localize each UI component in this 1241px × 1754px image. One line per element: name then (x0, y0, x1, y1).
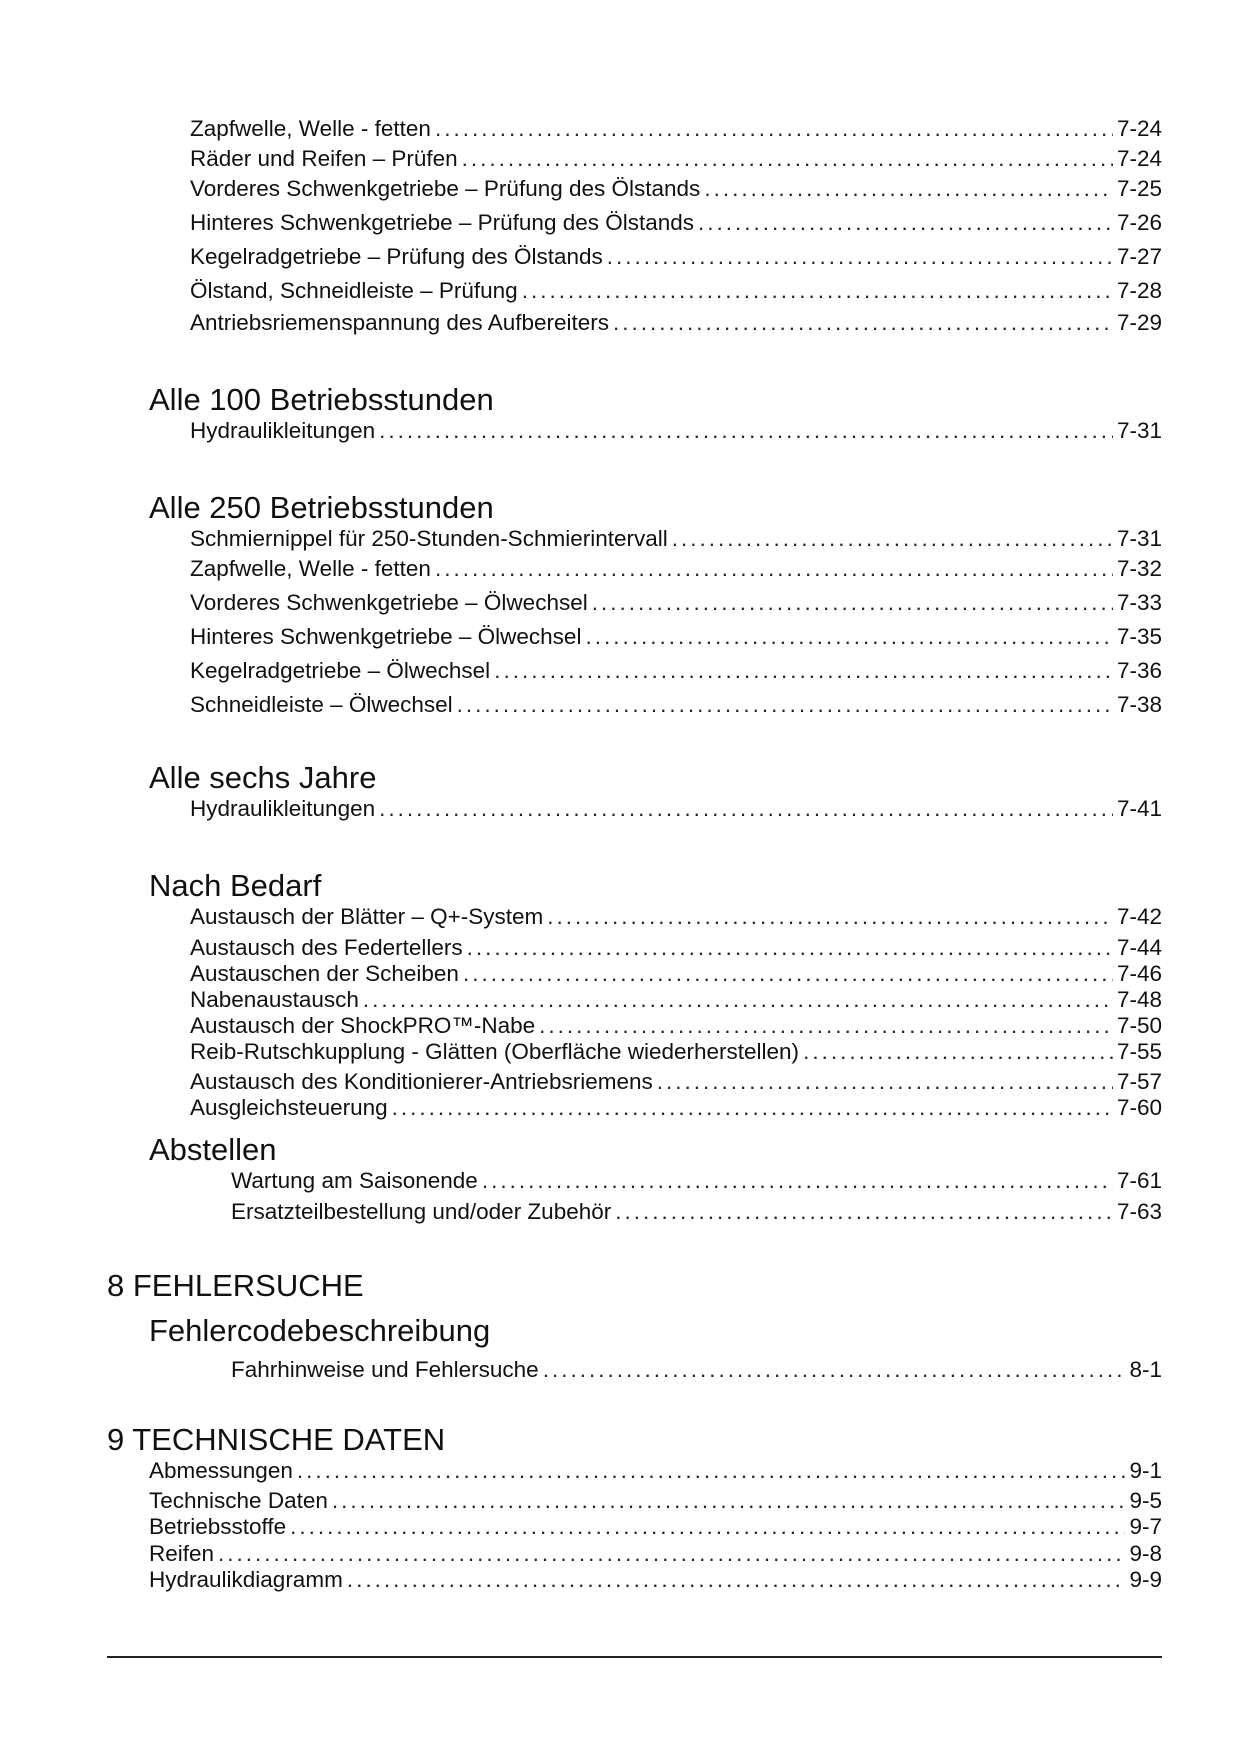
leader-dots (392, 1095, 1113, 1121)
toc-entry-title: Hydraulikdiagramm (149, 1567, 343, 1592)
leader-dots (457, 692, 1113, 718)
toc-entry[interactable] (190, 1035, 1162, 1065)
toc-entry[interactable] (190, 414, 1162, 444)
footer-rule (107, 1656, 1162, 1658)
toc-entry[interactable] (190, 620, 1162, 650)
leader-dots (494, 658, 1113, 684)
toc-entry-title: Zapfwelle, Welle - fetten (190, 116, 431, 141)
toc-entry-page: 7-29 (1116, 310, 1162, 335)
toc-entry-page: 9-1 (1129, 1458, 1162, 1483)
toc-entry[interactable] (190, 142, 1162, 172)
leader-dots (547, 904, 1113, 930)
leader-dots (672, 526, 1113, 552)
toc-entry-title: Austausch der Blätter – Q+-System (190, 904, 544, 929)
toc-entry[interactable] (190, 552, 1162, 582)
leader-dots (704, 176, 1113, 202)
toc-entry-title: Austausch des Federtellers (190, 935, 463, 960)
section-heading: Alle sechs Jahre (149, 760, 377, 795)
toc-entry[interactable] (190, 112, 1162, 142)
toc-entry-page: 7-25 (1116, 176, 1162, 201)
toc-entry-title: Schmiernippel für 250-Stunden-Schmierintervall (190, 526, 668, 551)
toc-entry[interactable] (149, 1510, 1162, 1540)
leader-dots (585, 624, 1113, 650)
toc-entry-title: Austausch der ShockPRO™-Nabe (190, 1013, 536, 1038)
toc-entry-title: Austausch des Konditionierer-Antriebsriemens (190, 1069, 653, 1094)
toc-entry-title: Räder und Reifen – Prüfen (190, 146, 458, 171)
toc-entry[interactable] (190, 1091, 1162, 1121)
leader-dots (613, 310, 1113, 336)
leader-dots (435, 116, 1113, 142)
toc-entry-title: Fahrhinweise und Fehlersuche (231, 1357, 539, 1382)
toc-entry-title: Technische Daten (149, 1488, 328, 1513)
toc-entry-title: Reib-Rutschkupplung - Glätten (Oberfläche wiederherstellen) (190, 1039, 800, 1064)
toc-entry-title: Reifen (149, 1541, 215, 1566)
toc-entry-page: 7-24 (1116, 116, 1162, 141)
toc-entry[interactable] (190, 306, 1162, 336)
toc-entry-title: Ausgleichsteuerung (190, 1095, 388, 1120)
toc-entry[interactable] (231, 1164, 1162, 1194)
leader-dots (592, 590, 1113, 616)
toc-entry[interactable] (149, 1563, 1162, 1593)
toc-entry-page: 7-35 (1116, 624, 1162, 649)
leader-dots (482, 1168, 1113, 1194)
toc-entry-page: 7-26 (1116, 210, 1162, 235)
toc-entry-page: 7-48 (1116, 987, 1162, 1012)
toc-entry-page: 9-7 (1129, 1514, 1162, 1539)
leader-dots (543, 1357, 1126, 1383)
toc-entry-title: Hydraulikleitungen (190, 796, 376, 821)
toc-entry-page: 7-50 (1116, 1013, 1162, 1038)
toc-entry[interactable] (190, 792, 1162, 822)
leader-dots (379, 418, 1113, 444)
leader-dots (698, 210, 1113, 236)
toc-entry[interactable] (231, 1195, 1162, 1225)
toc-entry[interactable] (190, 172, 1162, 202)
toc-entry-page: 7-28 (1116, 278, 1162, 303)
toc-entry-title: Hydraulikleitungen (190, 418, 376, 443)
toc-entry[interactable] (190, 900, 1162, 930)
toc-entry-title: Betriebsstoffe (149, 1514, 287, 1539)
toc-entry-page: 7-41 (1116, 796, 1162, 821)
section-heading: Abstellen (149, 1132, 277, 1167)
section-heading: Nach Bedarf (149, 868, 322, 903)
toc-entry-page: 7-38 (1116, 692, 1162, 717)
toc-entry[interactable] (190, 586, 1162, 616)
toc-entry-title: Zapfwelle, Welle - fetten (190, 556, 431, 581)
leader-dots (607, 244, 1113, 270)
section-heading: Fehlercodebeschreibung (149, 1313, 491, 1348)
leader-dots (379, 796, 1113, 822)
toc-entry-page: 8-1 (1129, 1357, 1162, 1382)
toc-entry[interactable] (231, 1353, 1162, 1383)
toc-entry-page: 9-9 (1129, 1567, 1162, 1592)
toc-entry-title: Nabenaustausch (190, 987, 359, 1012)
toc-entry-page: 7-60 (1116, 1095, 1162, 1120)
toc-entry-page: 7-36 (1116, 658, 1162, 683)
toc-entry-page: 7-27 (1116, 244, 1162, 269)
toc-entry[interactable] (190, 274, 1162, 304)
leader-dots (522, 278, 1113, 304)
leader-dots (435, 556, 1113, 582)
toc-entry-page: 9-5 (1129, 1488, 1162, 1513)
toc-entry-title: Hinteres Schwenkgetriebe – Prüfung des Ölstands (190, 210, 695, 235)
toc-entry-page: 7-46 (1116, 961, 1162, 986)
toc-entry-page: 7-63 (1116, 1199, 1162, 1224)
leader-dots (347, 1567, 1126, 1593)
toc-entry-title: Ölstand, Schneidleiste – Prüfung (190, 278, 518, 303)
leader-dots (803, 1039, 1113, 1065)
toc-entry-title: Schneidleiste – Ölwechsel (190, 692, 453, 717)
toc-entry-title: Antriebsriemenspannung des Aufbereiters (190, 310, 610, 335)
chapter-heading: 8 FEHLERSUCHE (107, 1268, 364, 1303)
leader-dots (615, 1199, 1113, 1225)
toc-entry[interactable] (190, 688, 1162, 718)
toc-entry-title: Abmessungen (149, 1458, 293, 1483)
toc-entry-page: 7-61 (1116, 1168, 1162, 1193)
toc-entry[interactable] (190, 654, 1162, 684)
leader-dots (462, 146, 1113, 172)
toc-entry[interactable] (190, 240, 1162, 270)
toc-entry-title: Kegelradgetriebe – Prüfung des Ölstands (190, 244, 603, 269)
toc-entry-page: 7-31 (1116, 526, 1162, 551)
toc-entry-page: 7-42 (1116, 904, 1162, 929)
toc-entry-title: Vorderes Schwenkgetriebe – Prüfung des Ölstands (190, 176, 701, 201)
toc-entry-title: Vorderes Schwenkgetriebe – Ölwechsel (190, 590, 588, 615)
section-heading: Alle 100 Betriebsstunden (149, 382, 494, 417)
section-heading: Alle 250 Betriebsstunden (149, 490, 494, 525)
chapter-heading: 9 TECHNISCHE DATEN (107, 1422, 446, 1457)
toc-entry-title: Ersatzteilbestellung und/oder Zubehör (231, 1199, 612, 1224)
toc-entry-title: Austauschen der Scheiben (190, 961, 459, 986)
toc-entry[interactable] (149, 1454, 1162, 1484)
toc-entry-page: 7-57 (1116, 1069, 1162, 1094)
toc-entry-page: 7-33 (1116, 590, 1162, 615)
toc-entry-title: Hinteres Schwenkgetriebe – Ölwechsel (190, 624, 582, 649)
leader-dots (297, 1458, 1126, 1484)
toc-entry-title: Wartung am Saisonende (231, 1168, 478, 1193)
toc-entry[interactable] (190, 522, 1162, 552)
toc-entry-page: 7-44 (1116, 935, 1162, 960)
toc-entry-page: 9-8 (1129, 1541, 1162, 1566)
toc-entry-page: 7-55 (1116, 1039, 1162, 1064)
toc-entry-page: 7-31 (1116, 418, 1162, 443)
toc-entry[interactable] (190, 206, 1162, 236)
toc-entry-page: 7-32 (1116, 556, 1162, 581)
toc-entry-title: Kegelradgetriebe – Ölwechsel (190, 658, 491, 683)
toc-entry-page: 7-24 (1116, 146, 1162, 171)
